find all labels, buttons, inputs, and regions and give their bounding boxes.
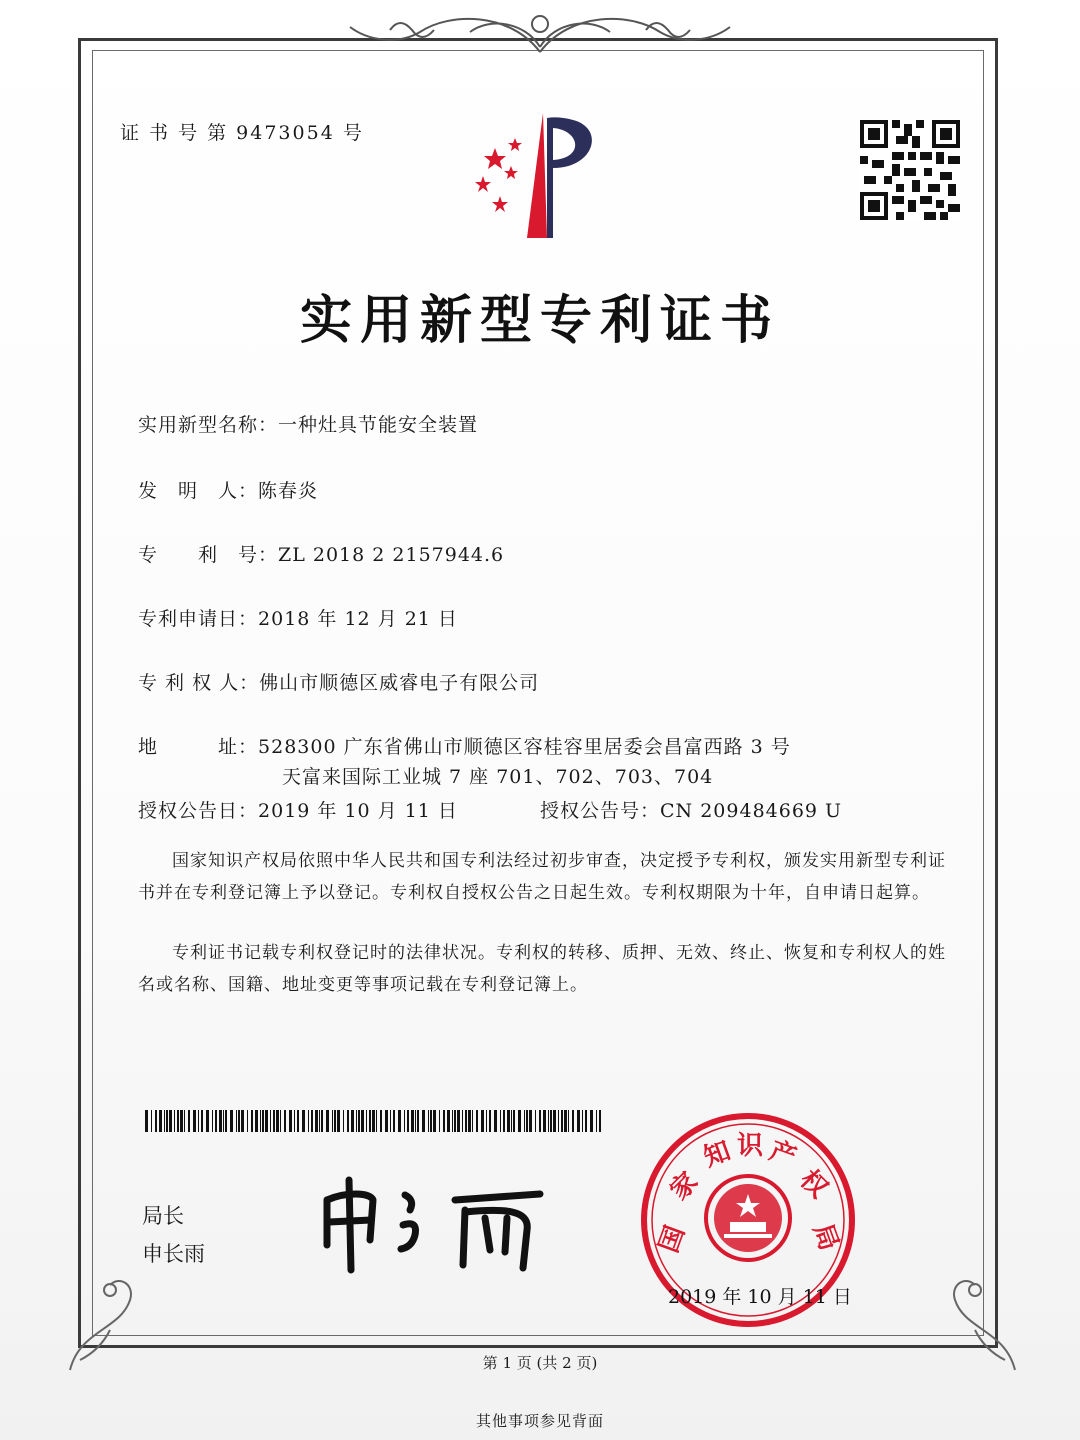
field-value: ZL 2018 2 2157944.6 [278,544,505,566]
cnipa-logo-icon [455,108,625,243]
barcode-icon [145,1110,605,1132]
body-paragraph-1: 国家知识产权局依照中华人民共和国专利法经过初步审查，决定授予专利权，颁发实用新型专利证书并在专利登记簿上予以登记。专利权自授权公告之日起生效。专利权期限为十年，自申请日起算。 [138,851,946,903]
certificate-title: 实用新型专利证书 [299,290,780,351]
seal-date: 2019 年 10 月 11 日 [668,1286,852,1308]
page-number: 第 1 页 (共 2 页) [482,1354,598,1372]
field-label: 授权公告号： [540,800,661,822]
field-label: 专利申请日： [138,608,259,630]
field-address [138,732,791,759]
handwritten-signature [315,1170,555,1280]
field-label: 地 址： [138,736,259,758]
svg-text:知: 知 [699,1135,735,1174]
field-label: 发 明 人： [138,480,259,502]
qr-code-icon [860,120,960,220]
field-value: 陈春炎 [258,480,319,502]
field-value: 2019 年 10 月 11 日 [258,800,458,822]
field-value: 2018 年 12 月 21 日 [258,608,458,630]
body-paragraph-2: 专利证书记载专利权登记时的法律状况。专利权的转移、质押、无效、终止、恢复和专利权人的姓名或名称、国籍、地址变更等事项记载在专利登记簿上。 [138,943,946,995]
field-value: 一种灶具节能安全装置 [278,414,479,436]
top-ornament [330,2,750,62]
field-value: 佛山市顺德区威睿电子有限公司 [259,672,540,694]
svg-text:家: 家 [664,1166,705,1207]
svg-text:权: 权 [793,1164,834,1205]
svg-text:局: 局 [806,1219,845,1255]
field-inventor [138,476,318,503]
national-emblem-icon [706,1176,790,1260]
field-grant-date [138,796,458,823]
field-label: 实用新型名称： [138,414,279,436]
field-filing-date [138,604,458,631]
svg-text:产: 产 [765,1135,801,1174]
field-label: 专 利 号： [138,544,279,566]
certificate-number-suffix: 号 [342,122,364,144]
certificate-number-value: 9473054 [236,122,335,144]
field-utility-name [138,410,478,437]
field-label: 授权公告日： [138,800,259,822]
field-patentee [138,668,539,695]
field-value: 528300 广东省佛山市顺德区容桂容里居委会昌富西路 3 号 [258,736,791,758]
certificate-number [120,118,364,145]
svg-text:国: 国 [653,1221,692,1257]
director-title: 局长 [142,1204,184,1228]
field-grant-number [540,796,842,823]
svg-text:识: 识 [736,1131,764,1161]
director-name: 申长雨 [142,1242,205,1266]
field-patent-number [138,540,504,567]
footer-note: 其他事项参见背面 [475,1412,604,1430]
field-value: CN 209484669 U [660,800,843,822]
field-address-line2: 天富来国际工业城 7 座 701、702、703、704 [282,766,714,788]
certificate-number-label: 证 书 号 第 [120,122,229,144]
field-label: 专 利 权 人： [138,672,260,694]
